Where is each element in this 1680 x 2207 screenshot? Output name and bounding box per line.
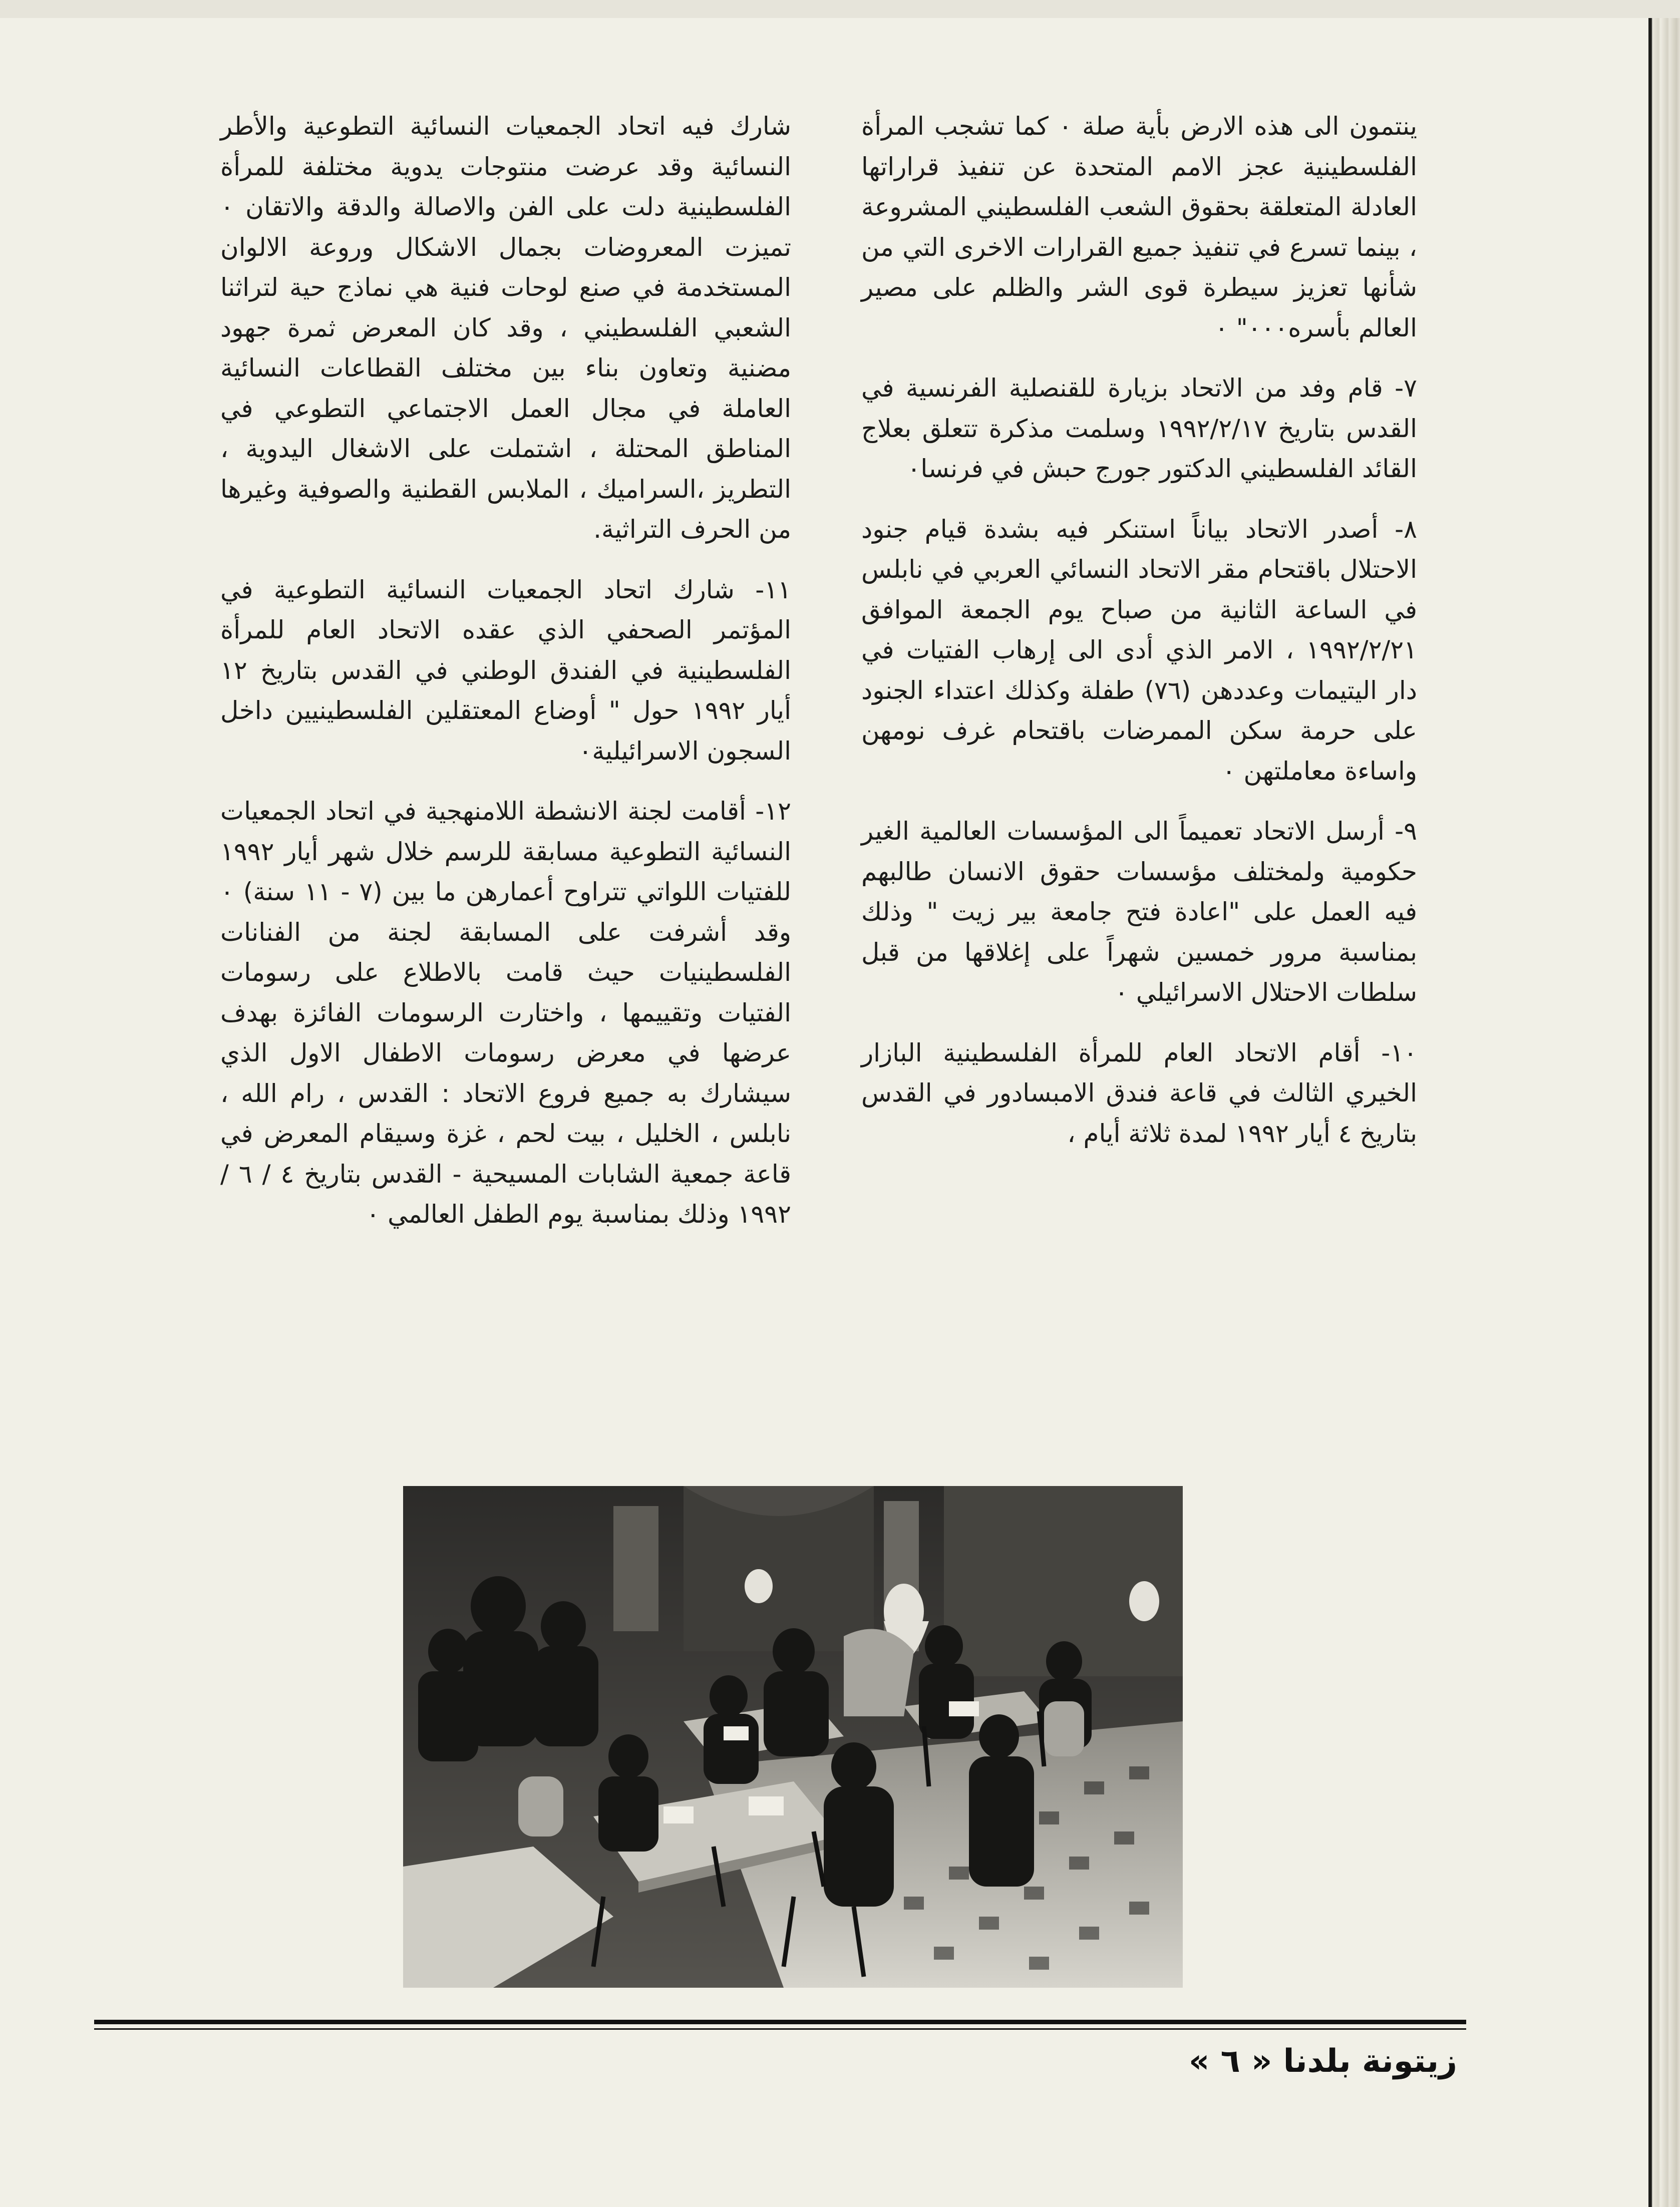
photo-image xyxy=(403,1486,1183,1988)
paragraph-item-10: ١٠- أقام الاتحاد العام للمرأة الفلسطينية البازار الخيري الثالث في قاعة فندق الامبسادور في القدس بتاريخ ٤ أيار ١٩٩٢ لمدة ثلاثة أيام ، xyxy=(861,1038,1417,1148)
page-stack-edge xyxy=(1648,18,1680,2207)
footer-rule-thin xyxy=(94,2028,1466,2030)
scan-top-edge xyxy=(0,0,1680,18)
magazine-title: زيتونة بلدنا xyxy=(1283,2043,1457,2080)
paragraph-item-7: ٧- قام وفد من الاتحاد بزيارة للقنصلية الفرنسية في القدس بتاريخ ١٩٩٢/٢/١٧ وسلمت مذكرة تتعلق بعلاج القائد الفلسطيني الدكتور جورج حبش في فرنسا٠ xyxy=(861,374,1417,483)
article-left-column xyxy=(220,106,791,1255)
paragraph-item-12: ١٢- أقامت لجنة الانشطة اللامنهجية في اتحاد الجمعيات النسائية التطوعية مسابقة للرسم خلال شهر أيار ١٩٩٢ للفتيات اللواتي تتراوح أعمارهن ما بين (٧ - ١١ سنة) ٠ وقد أشرفت على المسابقة لجنة من الفنانات الفلسطينيات حيث قامت بالاطلاع على رسومات الفتيات وتقييمها ، واختارت الرسومات الفائزة بهدف عرضها في معرض رسومات الاطفال الاول الذي سيشارك به جميع فروع الاتحاد : القدس ، رام الله ، نابلس ، الخليل ، بيت لحم ، غزة وسيقام المعرض في قاعة جمعية الشابات المسيحية - القدس بتاريخ ٤ / ٦ / ١٩٩٢ وذلك بمناسبة يوم الطفل العالمي ٠ xyxy=(220,797,791,1229)
paragraph-item-10-continued: شارك فيه اتحاد الجمعيات النسائية التطوعية والأطر النسائية وقد عرضت منتوجات يدوية مختلفة للمرأة الفلسطينية دلت على الفن والاصالة والدقة والاتقان ٠ تميزت المعروضات بجمال الاشكال وروعة الالوان المستخدمة في صنع لوحات فنية هي نماذج حية لتراثنا الشعبي الفلسطيني ، وقد كان المعرض ثمرة جهود مضنية وتعاون بناء بين مختلف القطاعات النسائية العاملة في مجال العمل الاجتماعي التطوعي في المناطق المحتلة ، اشتملت على الاشغال اليدوية ، التطريز ،السراميك ، الملابس القطنية والصوفية وغيرها من الحرف التراثية. xyxy=(220,112,791,544)
footer-rule-thick xyxy=(94,2020,1466,2024)
classroom-drawing-photo xyxy=(403,1486,1183,1988)
paragraph-item-11: ١١- شارك اتحاد الجمعيات النسائية التطوعية في المؤتمر الصحفي الذي عقده الاتحاد العام للمرأة الفلسطينية في الفندق الوطني في القدس بتاريخ ١٢ أيار ١٩٩٢ حول " أوضاع المعتقلين الفلسطينيين داخل السجون الاسرائيلية٠ xyxy=(220,575,791,766)
page-footer xyxy=(1102,2043,1457,2088)
paragraph-item-8: ٨- أصدر الاتحاد بياناً استنكر فيه بشدة قيام جنود الاحتلال باقتحام مقر الاتحاد النسائي العربي في نابلس في الساعة الثانية من صباح يوم الجمعة الموافق ١٩٩٢/٢/٢١ ، الامر الذي أدى الى إرهاب الفتيات في دار اليتيمات وعددهن (٧٦) طفلة وكذلك اعتداء الجنود على حرمة سكن الممرضات باقتحام غرف نومهن واساءة معاملتهن ٠ xyxy=(861,514,1417,786)
paragraph-continuation: ينتمون الى هذه الارض بأية صلة ٠ كما تشجب المرأة الفلسطينية عجز الامم المتحدة عن تنفيذ قراراتها العادلة المتعلقة بحقوق الشعب الفلسطيني المشروعة ، بينما تسرع في تنفيذ جميع القرارات الاخرى التي من شأنها تعزيز سيطرة قوى الشر والظلم على مصير العالم بأسره٠٠٠" ٠ xyxy=(861,112,1417,342)
article-right-column xyxy=(861,106,1417,1174)
page-number: « ٦ » xyxy=(1188,2043,1272,2080)
paragraph-item-9: ٩- أرسل الاتحاد تعميماً الى المؤسسات العالمية الغير حكومية ولمختلف مؤسسات حقوق الانسان طالبهم فيه العمل على "اعادة فتح جامعة بير زيت " وذلك بمناسبة مرور خمسين شهراً على إغلاقها من قبل سلطات الاحتلال الاسرائيلي ٠ xyxy=(861,817,1417,1007)
